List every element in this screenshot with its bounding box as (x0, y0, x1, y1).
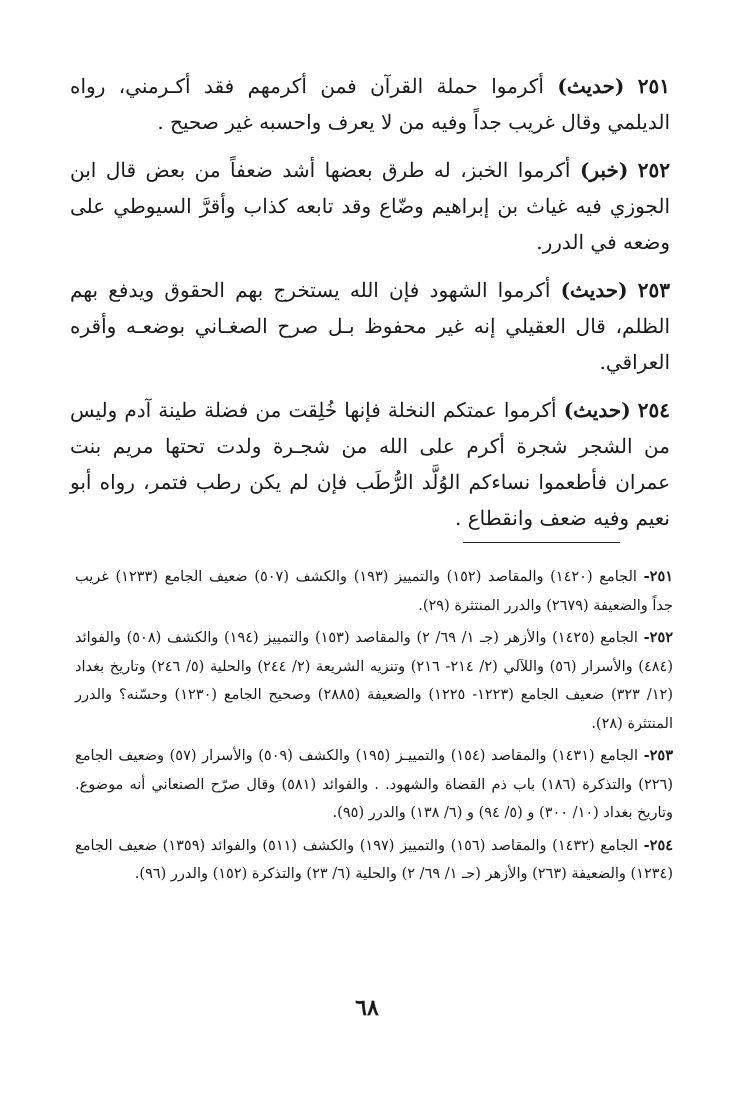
footnote-253 (75, 742, 673, 828)
page-number: ٦٨ (355, 995, 379, 1021)
entry-text: أكرموا الشهود فإن الله يستخرج بهم الحقوق ويدفع بهم الظلم، قال العقيلي إنه غير محفوظ بـل صرح الصغـاني بوضعـه وأقره العراقي. (70, 278, 670, 374)
entry-text: أكرموا عمتكم النخلة فإنها خُلِقت من فضلة طينة آدم وليس من الشجر شجرة أكرم على الله من شجـرة ولدت تحتها مريم بنت عمران فأطعموا نساءكم الوُلَّد الرُّطَب فإن لم يكن رطب فتمر، رواه أبو نعيم وفيه ضعف وانقطاع . (70, 398, 670, 530)
footnote-252 (75, 624, 673, 738)
entry-number: ٢٥٤ (637, 398, 671, 422)
entry-number: ٢٥٣ (637, 278, 671, 302)
entry-text: أكرموا الخبز، له طرق بعضها أشد ضعفاً من بعض قال ابن الجوزي فيه غياث بن إبراهيم وضّاع وقد تابعه كذاب وأقرَّ السيوطي على وضعه في الدرر. (70, 158, 670, 254)
footnote-254 (75, 832, 673, 889)
entry-number: ٢٥١ (637, 74, 670, 98)
footnote-label: ٢٥٣- (643, 747, 673, 764)
entry-text: أكرموا حملة القرآن فمن أكرمهم فقد أكـرمني، رواه الديلمي وقال غريب جداً وفيه من لا يعرف واحسبه غير صحيح . (70, 74, 670, 134)
footnote-label: ٢٥١- (643, 568, 674, 585)
entry-252 (70, 152, 670, 260)
footnote-label: ٢٥٤- (643, 836, 674, 854)
main-text (70, 68, 670, 548)
entry-type: (خبر) (579, 158, 629, 182)
entry-number: ٢٥٢ (637, 158, 670, 182)
footnote-label: ٢٥٢- (643, 629, 674, 646)
footnote-text: الجامع (١٤٣٢) والمقاصد (١٥٦) والتمييز (١٩٧) والكشف (٥١١) والفوائد (١٣٥٩) ضعيف الجامع (١٢٣٤) والضعيفة (٢٦٣) والأزهر (حـ ١/ ٦٩/ ٢) والحلية (٦/ ٢٣) والتذكرة (١٥٢) والدرر (٩٦). (75, 837, 673, 882)
footnote-separator (463, 542, 620, 543)
footnote-text: الجامع (١٤٢٠) والمقاصد (١٥٢) والتمييز (١٩٣) والكشف (٥٠٧) ضعيف الجامع (١٢٣٣) غريب جداً والضعيفة (٢٦٧٩) والدرر المنتثرة (٢٩). (75, 569, 673, 614)
footnote-251 (75, 563, 673, 620)
entry-251 (70, 68, 670, 140)
entry-253 (70, 272, 670, 380)
entry-type: (حديث) (560, 278, 628, 302)
footnotes (75, 563, 673, 893)
entry-type: (حديث) (557, 74, 625, 98)
entry-type: (حديث) (563, 398, 631, 422)
footnote-text: الجامع (١٤٢٥) والأزهر (جـ ١/ ٦٩/ ٢) والمقاصد (١٥٣) والتمييز (١٩٤) والكشف (٥٠٨) والفوائد (٤٨٤) والأسرار (٥٦) واللآلي (٢/ ٢١٤- ٢١٦) وتنزيه الشريعة (٢/ ٢٤٤) والحلية (٥/ ٢٤٦) وتاريخ بغداد (١٢/ ٣٢٣) ضعيف الجامع (١٢٢٣- ١٢٢٥) والضعيفة (٢٨٨٥) وصحيح الجامع (١٢٣٠) وحسّنه؟ والدرر المنتثرة (٢٨). (75, 630, 674, 732)
footnote-text: الجامع (١٤٣١) والمقاصد (١٥٤) والتمييـز (١٩٥) والكشف (٥٠٩) والأسرار (٥٧) وضعيف الجامع (٢٢٦) والتذكرة (١٨٦) باب ذم القضاة والشهود. . والفوائد (٥٨١) وقال صرّح الصنعاني أنه موضوع. وتاريخ بغداد (١٠/ ٣٠٠) و (٥/ ٩٤) و (٦/ ١٣٨) والدرر (٩٥). (75, 748, 674, 821)
entry-254 (70, 392, 670, 536)
